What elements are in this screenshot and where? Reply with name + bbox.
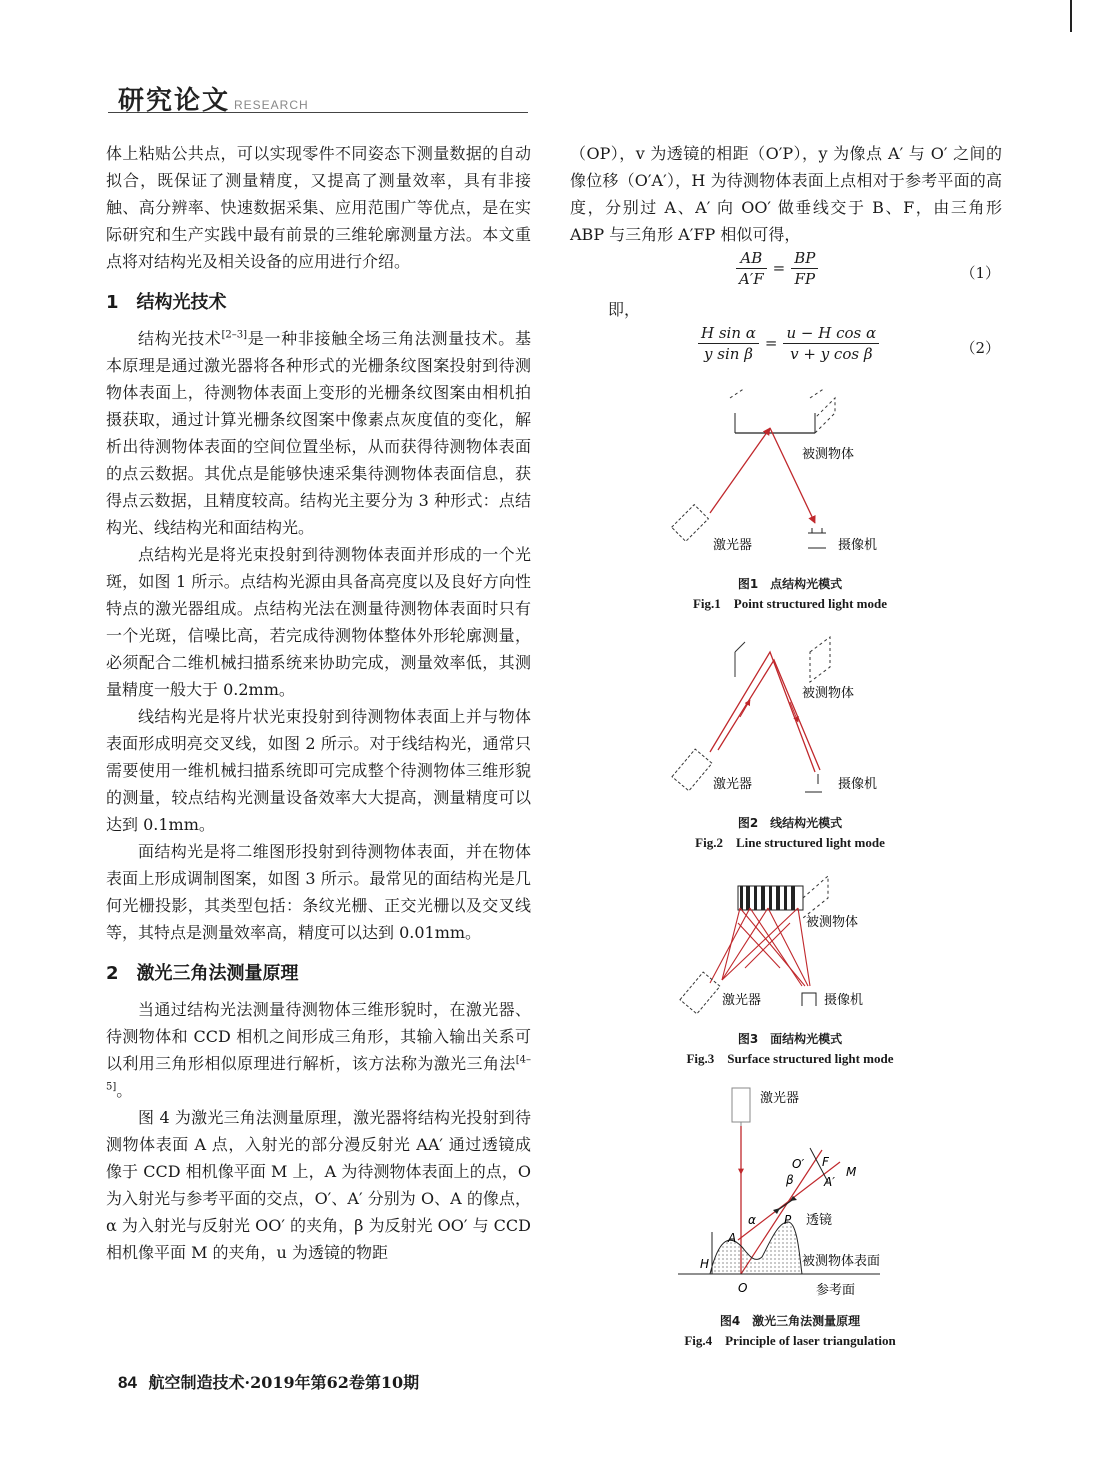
- figure-1-caption-cn: 图1 点结构光模式: [737, 577, 843, 591]
- fraction: [791, 248, 818, 289]
- label-object: 被测物体: [802, 686, 855, 701]
- label-O-prime: O′: [792, 1157, 805, 1171]
- figure-4-caption-cn: 图4 激光三角法测量原理: [719, 1314, 861, 1328]
- label-A: A: [728, 1231, 737, 1245]
- figure-2: [650, 632, 930, 852]
- text-run: 当通过结构光法测量待测物体三维形貌时，在激光器、待测物体和 CCD 相机之间形成三角形，其输入输出关系可以利用三角形相似原理进行解析，该方法称为激光三角法: [106, 1000, 531, 1073]
- paragraph-surface-light: 面结构光是将二维图形投射到待测物体表面，并在物体表面上形成调制图案，如图 3 所示。最常见的面结构光是几何光栅投影，其类型包括：条纹光栅、正交光栅以及交叉线等，其特点是测量效率高，精度可以达到 0.01mm。: [106, 842, 531, 942]
- figure-3-caption-en: Fig.3 Surface structured light mode: [686, 1051, 894, 1066]
- header-title-cn: 研究论文: [118, 86, 231, 116]
- label-laser: 激光器: [713, 777, 753, 792]
- numerator: u − H cos α: [783, 323, 879, 344]
- denominator: v + y cos β: [790, 345, 873, 363]
- label-object: 被测物体: [806, 915, 859, 930]
- paragraph-continued: （OP），v 为透镜的相距（O′P），y 为像点 A′ 与 O′ 之间的像位移（O′A′），H 为待测物体表面上点相对于参考平面的高度，分别过 A、A′ 向 OO′ 做垂线交于 B、F，由三角形 ABP 与三角形 A′FP 相似可得，: [570, 144, 1002, 244]
- figure-1-caption-en: Fig.1 Point structured light mode: [692, 596, 888, 611]
- denominator: y sin β: [704, 345, 753, 363]
- label-camera: 摄像机: [838, 777, 878, 792]
- label-lens: 透镜: [806, 1213, 833, 1228]
- fraction: [783, 323, 879, 364]
- figure-1: [650, 388, 930, 613]
- label-reference-plane: 参考面: [816, 1283, 856, 1298]
- citation: [2–3]: [221, 329, 248, 341]
- label-H: H: [700, 1257, 710, 1271]
- equation-number: （1）: [960, 264, 1000, 282]
- ji-text: 即，: [608, 300, 641, 319]
- label-laser: 激光器: [722, 993, 762, 1008]
- label-F: F: [822, 1155, 829, 1169]
- page-corner-frame: [0, 0, 1072, 32]
- page-number: 84: [118, 1373, 137, 1392]
- label-camera: 摄像机: [824, 993, 864, 1008]
- paragraph-line-light: 线结构光是将片状光束投射到待测物体表面上并与物体表面形成明亮交叉线，如图 2 所示。对于线结构光，通常只需要使用一维机械扫描系统即可完成整个待测物体三维形貌的测量，较点结构光测量设备效率大大提高，测量精度可以达到 0.1mm。: [106, 707, 531, 834]
- intro-paragraph: 体上粘贴公共点，可以实现零件不同姿态下测量数据的自动拟合，既保证了测量精度，又提高了测量效率，具有非接触、高分辨率、快速数据采集、应用范围广等优点，是在实际研究和生产实践中最有前景的三维轮廓测量方法。本文重点将对结构光及相关设备的应用进行介绍。: [106, 144, 531, 271]
- section-number: 1: [106, 292, 119, 313]
- paragraph-triangulation-principle: 图 4 为激光三角法测量原理，激光器将结构光投射到待测物体表面 A 点，入射光的部分漫反射光 AA′ 通过透镜成像于 CCD 相机像平面 M 上，A 为待测物体表面上的点，O 为入射光与参考平面的交点，O′、A′ 分别为 O、A 的像点，α 为入射光与反射光 OO′ 的夹角，β 为反射光 OO′ 与 CCD 相机像平面 M 的夹角，u 为透镜的物距: [106, 1108, 531, 1262]
- denominator: A′F: [739, 270, 764, 288]
- citation: [4–5]: [106, 1054, 531, 1093]
- figure-2-caption-en: Fig.2 Line structured light mode: [695, 835, 885, 850]
- numerator: H sin α: [698, 323, 759, 344]
- fraction: [736, 248, 767, 289]
- figure-3-caption-cn: 图3 面结构光模式: [737, 1032, 843, 1046]
- text-run: 结构光技术: [138, 329, 222, 348]
- label-beta: β: [786, 1173, 794, 1187]
- label-P: P: [784, 1213, 792, 1227]
- figure-3: [650, 868, 930, 1068]
- section-title: 激光三角法测量原理: [136, 963, 299, 984]
- figure-3-diagram: [650, 868, 930, 1018]
- numerator: BP: [791, 248, 818, 269]
- text-run: 是一种非接触全场三角法测量技术。基本原理是通过激光器将各种形式的光栅条纹图案投射到待测物体表面上，待测物体表面上变形的光栅条纹图案由相机拍摄获取，通过计算光栅条纹图案中像素点灰度值的变化，解析出待测物体表面的空间位置坐标，从而获得待测物体表面的点云数据。其优点是能够快速采集待测物体表面信息，获得点云数据，且精度较高。结构光主要分为 3 种形式：点结构光、线结构光和面结构光。: [106, 329, 531, 537]
- fraction: [698, 323, 759, 364]
- label-O: O: [738, 1281, 748, 1295]
- label-A-prime: A′: [824, 1175, 835, 1189]
- running-header: [108, 80, 528, 114]
- label-object: 被测物体: [802, 447, 855, 462]
- figure-2-caption-cn: 图2 线结构光模式: [737, 816, 843, 830]
- equation-1: $\frac{AB}{A'F}$ = $\frac{BP}{FP}$ （1）: [570, 248, 1002, 296]
- figure-4-caption-en: Fig.4 Principle of laser triangulation: [684, 1333, 896, 1348]
- paragraph-triangulation-intro: [106, 996, 531, 1104]
- numerator: AB: [736, 248, 767, 269]
- label-M: M: [846, 1165, 857, 1179]
- denominator: FP: [794, 270, 816, 288]
- figure-2-diagram: [650, 632, 930, 802]
- label-laser: 激光器: [760, 1091, 800, 1106]
- paragraph-point-light: 点结构光是将光束投射到待测物体表面并形成的一个光斑，如图 1 所示。点结构光源由具备高亮度以及良好方向性特点的激光器组成。点结构光法在测量待测物体表面时只有一个光斑，信噪比高，若完成待测物体整体外形轮廓测量，必须配合二维机械扫描系统来协助完成，测量效率低，其测量精度一般大于 0.2mm。: [106, 545, 531, 699]
- label-camera: 摄像机: [838, 538, 878, 553]
- journal-info: 航空制造技术·2019年第62卷第10期: [148, 1373, 420, 1392]
- equation-number: （2）: [960, 339, 1000, 357]
- equation-2: $\frac{\text{H sin α}}{\text{y sin β}}$ = $\frac{\text{u − H cos α}}{\text{v + y cos β}}$ （2）: [570, 323, 1002, 371]
- label-alpha: α: [748, 1213, 756, 1227]
- header-title-en: RESEARCH: [234, 98, 309, 112]
- page-footer: [118, 1370, 419, 1393]
- section-title: 结构光技术: [136, 292, 227, 313]
- figure-4: [650, 1082, 930, 1352]
- paragraph-structured-light: [106, 325, 531, 541]
- figure-4-diagram: [650, 1082, 930, 1302]
- right-column: [570, 140, 1002, 371]
- header-rule: [108, 112, 528, 113]
- label-surface: 被测物体表面: [802, 1254, 881, 1269]
- section-2-heading: [106, 960, 531, 988]
- left-column: [106, 140, 531, 1266]
- section-1-heading: [106, 289, 531, 317]
- label-laser: 激光器: [713, 538, 753, 553]
- text-run: 。: [116, 1081, 133, 1100]
- figure-1-diagram: [650, 388, 930, 563]
- section-number: 2: [106, 963, 119, 984]
